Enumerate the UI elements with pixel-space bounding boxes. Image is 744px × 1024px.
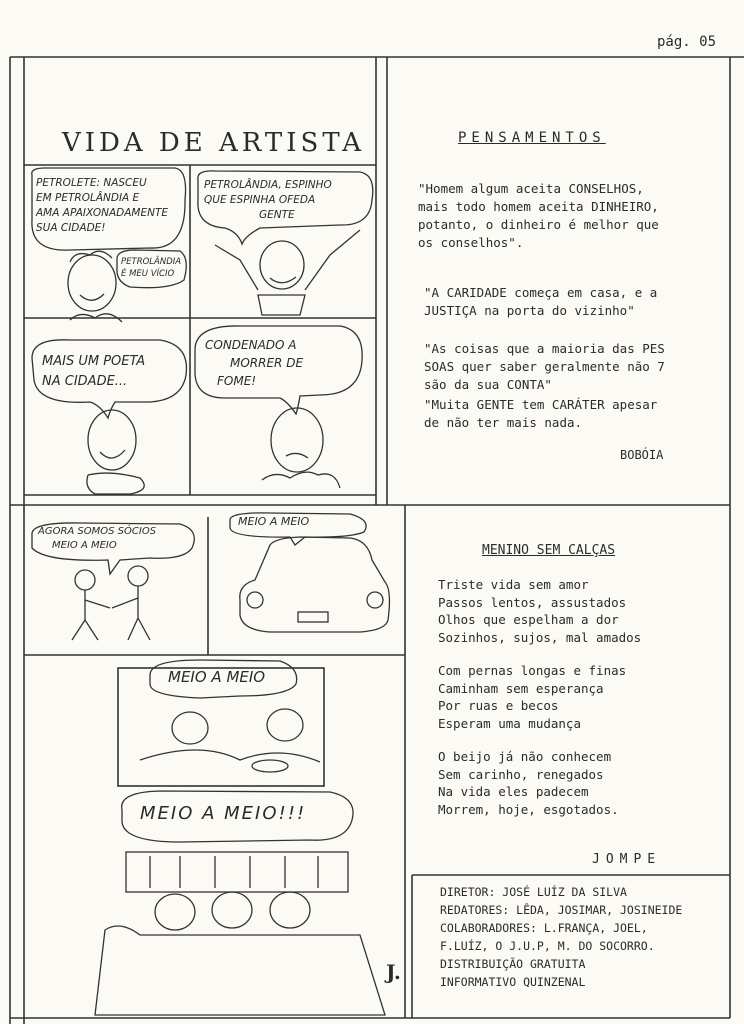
bubble-line: MEIO A MEIO <box>168 668 266 686</box>
bubble-line: É MEU VÍCIO <box>121 269 175 279</box>
bubble-line: EM PETROLÂNDIA E <box>36 192 140 204</box>
pensamentos-title: PENSAMENTOS <box>458 130 606 146</box>
quote-line: os conselhos". <box>418 235 524 250</box>
poem-line: Com pernas longas e finas <box>438 663 627 678</box>
quote-line: potanto, o dinheiro é melhor que <box>418 217 659 232</box>
poem-stanza-2 <box>438 662 626 732</box>
quote-line: "A CARIDADE começa em casa, e a <box>424 285 658 300</box>
bubble-line: PETROLÂNDIA, ESPINHO <box>204 179 332 191</box>
credits-collaborators-cont: F.LUÍZ, O J.U.P, M. DO SOCORRO. <box>440 939 655 953</box>
poem-stanza-1 <box>438 576 641 646</box>
poem-line: Esperam uma mudança <box>438 715 581 731</box>
bubble-line: CONDENADO A <box>205 338 297 352</box>
poem-line: Na vida eles padecem <box>438 784 589 799</box>
page-number: pág. 05 <box>657 34 717 50</box>
bubble-line: MORRER DE <box>230 356 304 370</box>
credits-collaborators: COLABORADORES: L.FRANÇA, JOEL, <box>440 921 648 935</box>
credits-box <box>440 883 682 991</box>
poem-line: Sem carinho, renegados <box>438 766 604 782</box>
poem-line: Triste vida sem amor <box>438 577 589 592</box>
poem-line: Por ruas e becos <box>438 698 559 713</box>
poem-title: MENINO SEM CALÇAS <box>482 543 616 558</box>
poem-line: Caminham sem esperança <box>438 680 604 696</box>
quote-line: "Homem algum aceita CONSELHOS, <box>418 181 644 196</box>
bubble-line: SUA CIDADE! <box>36 222 106 234</box>
quote-line: de não ter mais nada. <box>424 415 583 430</box>
credits-director: DIRETOR: JOSÉ LUÍZ DA SILVA <box>440 885 627 899</box>
credits-periodicity: INFORMATIVO QUINZENAL <box>440 975 586 989</box>
credits-editors: REDATORES: LÊDA, JOSIMAR, JOSINEIDE <box>440 903 683 917</box>
poem-line: Passos lentos, assustados <box>438 594 627 610</box>
bubble-line: PETROLÂNDIA <box>121 257 182 267</box>
comic-bubble-7 <box>168 668 265 686</box>
poem-stanza-3 <box>438 748 619 818</box>
comic-bubble-1 <box>36 176 186 236</box>
comic-bubble-2 <box>204 178 374 223</box>
credits-distribution: DISTRIBUIÇÃO GRATUITA <box>440 957 586 971</box>
bubble-line: QUE ESPINHA OFEDA <box>204 194 316 206</box>
poem-line: Olhos que espelham a dor <box>438 612 619 627</box>
quote-line: SOAS quer saber geralmente não 7 <box>424 359 665 374</box>
comic-bubble-8 <box>140 803 306 824</box>
quotes-author: BOBÓIA <box>620 448 664 462</box>
bubble-line: MEIO A MEIO!!! <box>140 803 307 824</box>
quote-line: "As coisas que a maioria das PES <box>424 341 665 356</box>
quote-4 <box>424 396 657 432</box>
bubble-line: MEIO A MEIO <box>238 515 310 528</box>
bubble-line: PETROLETE: NASCEU <box>36 177 147 189</box>
comic-signature: J. <box>386 960 401 984</box>
bubble-line: AMA APAIXONADAMENTE <box>36 207 169 219</box>
poem-author: JOMPE <box>592 852 662 867</box>
comic-bubble-4 <box>205 336 303 390</box>
quote-3 <box>424 340 665 394</box>
comic-bubble-small <box>121 256 181 280</box>
quote-line: "Muita GENTE tem CARÁTER apesar <box>424 397 658 412</box>
bubble-line: MAIS UM POETA <box>42 354 146 369</box>
comic-bubble-6 <box>238 515 309 528</box>
quote-line: são da sua CONTA" <box>424 377 552 392</box>
bubble-line: NA CIDADE... <box>42 374 128 389</box>
comic-bubble-3 <box>42 352 145 392</box>
quote-1 <box>418 180 659 252</box>
poem-line: Morrem, hoje, esgotados. <box>438 801 619 817</box>
bubble-line: FOME! <box>217 374 257 388</box>
poem-line: O beijo já não conhecem <box>438 749 612 764</box>
bubble-line: GENTE <box>259 209 295 221</box>
quote-line: JUSTIÇA na porta do vizinho" <box>424 303 635 318</box>
quote-2 <box>424 284 657 320</box>
comic-title: VIDA DE ARTISTA <box>62 128 366 158</box>
bubble-line: MEIO A MEIO <box>52 540 117 551</box>
poem-line: Sozinhos, sujos, mal amados <box>438 629 642 645</box>
quote-line: mais todo homem aceita DINHEIRO, <box>418 199 659 214</box>
bubble-line: AGORA SOMOS SÓCIOS <box>38 526 157 537</box>
comic-bubble-5 <box>38 525 156 553</box>
